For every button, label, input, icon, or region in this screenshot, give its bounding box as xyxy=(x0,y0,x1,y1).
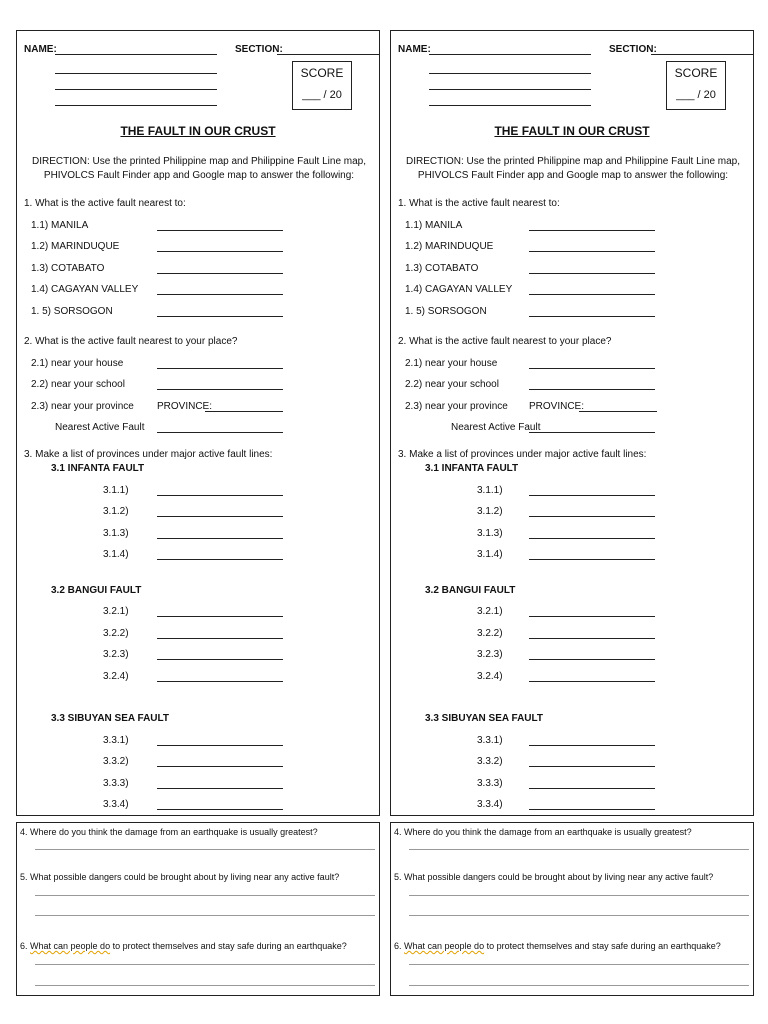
q3-1-item-2: 3.1.2) xyxy=(477,506,503,517)
answer-line-q1-4[interactable] xyxy=(157,294,283,295)
q6-prefix: 6. xyxy=(20,941,31,951)
province-label: PROVINCE: xyxy=(157,401,213,412)
answer-line-q2-2[interactable] xyxy=(529,389,655,390)
q3-1-item-3: 3.1.3) xyxy=(103,528,129,539)
answer-line-3-2-2[interactable] xyxy=(157,638,283,639)
worksheet-title: THE FAULT IN OUR CRUST xyxy=(494,124,650,138)
group-title-bangui: 3.2 BANGUI FAULT xyxy=(51,585,142,596)
group-title-sibuyan: 3.3 SIBUYAN SEA FAULT xyxy=(51,713,169,724)
section-line[interactable] xyxy=(651,54,753,55)
q1-item-1: 1.1) MANILA xyxy=(405,220,463,231)
q1-item-4: 1.4) CAGAYAN VALLEY xyxy=(405,284,513,295)
answer-line-q2-2[interactable] xyxy=(157,389,283,390)
answer-line-province[interactable] xyxy=(205,411,283,412)
name-line[interactable] xyxy=(55,54,217,55)
name-label: NAME: xyxy=(24,44,57,55)
q2-item-2: 2.2) near your school xyxy=(405,379,499,390)
answer-line-nearest-fault[interactable] xyxy=(157,432,283,433)
answer-line-3-1-4[interactable] xyxy=(529,559,655,560)
q3-2-item-1: 3.2.1) xyxy=(477,606,503,617)
q3-2-item-4: 3.2.4) xyxy=(103,671,129,682)
province-label: PROVINCE: xyxy=(529,401,585,412)
answer-line-3-3-1[interactable] xyxy=(529,745,655,746)
q3-question: 3. Make a list of provinces under major active fault lines: xyxy=(398,449,647,460)
q3-2-item-2: 3.2.2) xyxy=(477,628,503,639)
group-title-infanta: 3.1 INFANTA FAULT xyxy=(425,463,519,474)
answer-line-3-1-3[interactable] xyxy=(529,538,655,539)
name-line-2[interactable] xyxy=(55,73,217,74)
group-title-sibuyan: 3.3 SIBUYAN SEA FAULT xyxy=(425,713,543,724)
answer-line-3-2-3[interactable] xyxy=(157,659,283,660)
section-line[interactable] xyxy=(277,54,379,55)
answer-line-3-1-1[interactable] xyxy=(157,495,283,496)
answer-line-q2-1[interactable] xyxy=(157,368,283,369)
q2-question: 2. What is the active fault nearest to your place? xyxy=(398,336,612,347)
q1-item-1: 1.1) MANILA xyxy=(31,220,89,231)
q4-question: 4. Where do you think the damage from an earthquake is usually greatest? xyxy=(20,827,318,837)
answer-line-q2-1[interactable] xyxy=(529,368,655,369)
q6-suffix: to protect themselves and stay safe during an earthquake? xyxy=(484,941,721,951)
answer-line-3-1-1[interactable] xyxy=(529,495,655,496)
answer-line-q5-1[interactable] xyxy=(35,895,375,896)
q5-question: 5. What possible dangers could be brought about by living near any active fault? xyxy=(20,872,340,882)
q3-3-item-4: 3.3.4) xyxy=(103,799,129,810)
q2-item-1: 2.1) near your house xyxy=(405,358,498,369)
direction-text: DIRECTION: Use the printed Philippine map and Philippine Fault Line map, PHIVOLCS Fault Finder app and Google map to answer the following: xyxy=(405,156,741,181)
name-line-3[interactable] xyxy=(55,89,217,90)
q3-1-item-1: 3.1.1) xyxy=(477,485,503,496)
answer-line-3-2-1[interactable] xyxy=(529,616,655,617)
q1-item-3: 1.3) COTABATO xyxy=(31,263,105,274)
score-title: SCORE xyxy=(674,66,718,80)
answer-line-q6-1[interactable] xyxy=(409,964,749,965)
answer-line-3-2-2[interactable] xyxy=(529,638,655,639)
answer-line-3-3-4[interactable] xyxy=(529,809,655,810)
name-label: NAME: xyxy=(398,44,431,55)
q2-item-3: 2.3) near your province xyxy=(405,401,508,412)
q3-2-item-4: 3.2.4) xyxy=(477,671,503,682)
score-box xyxy=(666,61,726,110)
score-value[interactable]: ___ / 20 xyxy=(302,89,342,101)
q1-item-3: 1.3) COTABATO xyxy=(405,263,479,274)
answer-line-q4[interactable] xyxy=(409,849,749,850)
q2-question: 2. What is the active fault nearest to your place? xyxy=(24,336,238,347)
name-line-2[interactable] xyxy=(429,73,591,74)
q3-3-item-2: 3.3.2) xyxy=(477,756,503,767)
essay-box-left xyxy=(16,822,380,996)
q1-question: 1. What is the active fault nearest to: xyxy=(24,198,186,209)
name-line-3[interactable] xyxy=(429,89,591,90)
q3-1-item-3: 3.1.3) xyxy=(477,528,503,539)
answer-line-q6-1[interactable] xyxy=(35,964,375,965)
q3-question: 3. Make a list of provinces under major active fault lines: xyxy=(24,449,273,460)
essay-box-right xyxy=(390,822,754,996)
answer-line-3-2-4[interactable] xyxy=(157,681,283,682)
score-value[interactable]: ___ / 20 xyxy=(676,89,716,101)
name-line[interactable] xyxy=(429,54,591,55)
q5-question: 5. What possible dangers could be brought about by living near any active fault? xyxy=(394,872,714,882)
answer-line-3-2-4[interactable] xyxy=(529,681,655,682)
answer-line-3-3-1[interactable] xyxy=(157,745,283,746)
answer-line-3-2-1[interactable] xyxy=(157,616,283,617)
q6-prefix: 6. xyxy=(394,941,405,951)
answer-line-q5-2[interactable] xyxy=(409,915,749,916)
answer-line-3-3-4[interactable] xyxy=(157,809,283,810)
answer-line-q1-4[interactable] xyxy=(529,294,655,295)
q3-3-item-3: 3.3.3) xyxy=(103,778,129,789)
name-line-4[interactable] xyxy=(55,105,217,106)
answer-line-3-2-3[interactable] xyxy=(529,659,655,660)
answer-line-q5-2[interactable] xyxy=(35,915,375,916)
name-line-4[interactable] xyxy=(429,105,591,106)
q6-question xyxy=(20,940,347,952)
answer-line-3-1-2[interactable] xyxy=(157,516,283,517)
q3-3-item-2: 3.3.2) xyxy=(103,756,129,767)
q6-question xyxy=(394,940,721,952)
q6-suffix: to protect themselves and stay safe during an earthquake? xyxy=(110,941,347,951)
answer-line-3-1-4[interactable] xyxy=(157,559,283,560)
answer-line-nearest-fault[interactable] xyxy=(529,432,655,433)
q1-item-4: 1.4) CAGAYAN VALLEY xyxy=(31,284,139,295)
q3-3-item-3: 3.3.3) xyxy=(477,778,503,789)
answer-line-q1-2[interactable] xyxy=(157,251,283,252)
answer-line-3-3-3[interactable] xyxy=(529,788,655,789)
q6-spellcheck-mark: What can people do xyxy=(30,941,111,951)
answer-line-3-3-2[interactable] xyxy=(157,766,283,767)
q2-item-3: 2.3) near your province xyxy=(31,401,134,412)
q1-item-2: 1.2) MARINDUQUE xyxy=(405,241,494,252)
q3-1-item-2: 3.1.2) xyxy=(103,506,129,517)
answer-line-3-1-2[interactable] xyxy=(529,516,655,517)
score-box xyxy=(292,61,352,110)
answer-line-q6-2[interactable] xyxy=(35,985,375,986)
worksheet-right xyxy=(390,30,754,816)
answer-line-q1-2[interactable] xyxy=(529,251,655,252)
answer-line-q1-5[interactable] xyxy=(157,316,283,317)
answer-line-q1-1[interactable] xyxy=(529,230,655,231)
answer-line-q1-1[interactable] xyxy=(157,230,283,231)
section-label: SECTION: xyxy=(609,44,657,55)
q1-question: 1. What is the active fault nearest to: xyxy=(398,198,560,209)
q2-item-2: 2.2) near your school xyxy=(31,379,125,390)
q3-2-item-1: 3.2.1) xyxy=(103,606,129,617)
answer-line-3-3-3[interactable] xyxy=(157,788,283,789)
worksheet-left xyxy=(16,30,380,816)
q3-1-item-4: 3.1.4) xyxy=(477,549,503,560)
q4-question: 4. Where do you think the damage from an earthquake is usually greatest? xyxy=(394,827,692,837)
group-title-infanta: 3.1 INFANTA FAULT xyxy=(51,463,145,474)
answer-line-3-3-2[interactable] xyxy=(529,766,655,767)
q3-3-item-1: 3.3.1) xyxy=(103,735,129,746)
answer-line-q1-3[interactable] xyxy=(529,273,655,274)
q3-2-item-3: 3.2.3) xyxy=(103,649,129,660)
answer-line-q1-3[interactable] xyxy=(157,273,283,274)
answer-line-province[interactable] xyxy=(579,411,657,412)
group-title-bangui: 3.2 BANGUI FAULT xyxy=(425,585,516,596)
q3-3-item-4: 3.3.4) xyxy=(477,799,503,810)
score-title: SCORE xyxy=(300,66,344,80)
answer-line-q6-2[interactable] xyxy=(409,985,749,986)
direction-text: DIRECTION: Use the printed Philippine map and Philippine Fault Line map, PHIVOLCS Fault Finder app and Google map to answer the following: xyxy=(31,156,367,181)
q6-spellcheck-mark: What can people do xyxy=(404,941,485,951)
nearest-fault-label: Nearest Active Fault xyxy=(451,422,541,433)
answer-line-q5-1[interactable] xyxy=(409,895,749,896)
section-label: SECTION: xyxy=(235,44,283,55)
q1-item-5: 1. 5) SORSOGON xyxy=(405,306,487,317)
q3-3-item-1: 3.3.1) xyxy=(477,735,503,746)
q3-1-item-4: 3.1.4) xyxy=(103,549,129,560)
q3-2-item-2: 3.2.2) xyxy=(103,628,129,639)
q3-1-item-1: 3.1.1) xyxy=(103,485,129,496)
q2-item-1: 2.1) near your house xyxy=(31,358,124,369)
worksheet-title: THE FAULT IN OUR CRUST xyxy=(120,124,276,138)
nearest-fault-label: Nearest Active Fault xyxy=(55,422,145,433)
q1-item-2: 1.2) MARINDUQUE xyxy=(31,241,120,252)
q3-2-item-3: 3.2.3) xyxy=(477,649,503,660)
answer-line-q4[interactable] xyxy=(35,849,375,850)
answer-line-3-1-3[interactable] xyxy=(157,538,283,539)
q1-item-5: 1. 5) SORSOGON xyxy=(31,306,113,317)
answer-line-q1-5[interactable] xyxy=(529,316,655,317)
